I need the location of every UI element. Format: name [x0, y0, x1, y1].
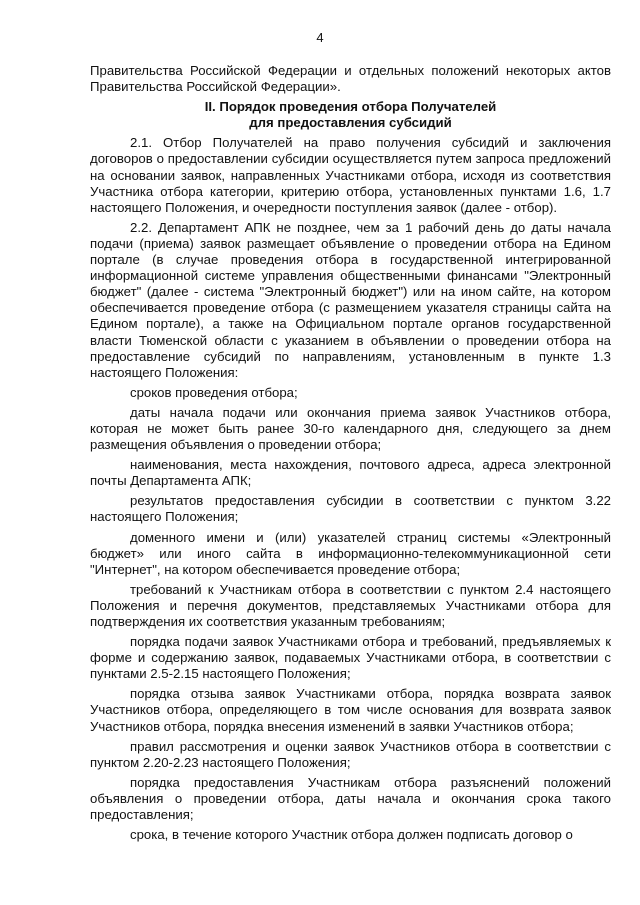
section-title-line-1: II. Порядок проведения отбора Получателей	[204, 99, 497, 115]
list-item: порядка предоставления Участникам отбора разъяснений положений объявления о проведении отбора, даты начала и окончания срока такого предоставления;	[90, 774, 611, 823]
list-item: порядка отзыва заявок Участниками отбора, порядка возврата заявок Участников отбора, определяющего в том числе основания для возврата заявок Участников отбора, порядка внесения изменений в заявки Участников отбора;	[90, 686, 611, 734]
list-item: требований к Участникам отбора в соответствии с пунктом 2.4 настоящего Положения и перечня документов, представляемых Участниками отбора для подтверждения их соответствия указанным требованиям;	[90, 581, 611, 629]
intro-continuation: Правительства Российской Федерации и отдельных положений некоторых актов Правительства Российской Федерации».	[90, 63, 611, 95]
document-body	[90, 63, 611, 847]
section-title	[90, 99, 611, 131]
list-item: даты начала подачи или окончания приема заявок Участников отбора, которая не может быть ранее 30-го календарного дня, следующего за днем размещения объявления о проведении отбора;	[90, 404, 611, 453]
list-item: наименования, места нахождения, почтового адреса, адреса электронной почты Департамента АПК;	[90, 457, 611, 489]
paragraph-2-2: 2.2. Департамент АПК не позднее, чем за 1 рабочий день до даты начала подачи (приема) заявок размещает объявление о проведении отбора на Едином портале (в случае проведения отбора в государственной интегрированной информационной системе управления общественными финансами "Электронный бюджет" (далее - система "Электронный бюджет") или на ином сайте, на котором обеспечивается проведение отбора (с размещением указателя страницы сайта на Едином портале), а также на Официальном портале органов государственной власти Тюменской области с указанием в объявлении о проведении отбора на предоставление субсидий по направлениям, установленным в пункте 1.3 настоящего Положения:	[90, 219, 611, 380]
list-item: доменного имени и (или) указателей страниц системы «Электронный бюджет» или иного сайта в информационно-телекоммуникационной сети "Интернет", на котором обеспечивается проведение отбора;	[90, 529, 611, 577]
list-item: сроков проведения отбора;	[130, 384, 298, 400]
paragraph-2-1: 2.1. Отбор Получателей на право получения субсидий и заключения договоров о предоставлении субсидии осуществляется путем запроса предложений на основании заявок, направленных Участниками отбора, исходя из соответствия Участника отбора категории, критерию отбора, установленных пунктами 1.6, 1.7 настоящего Положения, и очередности поступления заявок (далее - отбор).	[90, 135, 611, 215]
list-item: срока, в течение которого Участник отбора должен подписать договор о	[130, 827, 573, 843]
page-number: 4	[316, 30, 324, 45]
list-item: правил рассмотрения и оценки заявок Участников отбора в соответствии с пунктом 2.20-2.23 настоящего Положения;	[90, 738, 611, 770]
section-title-line-2: для предоставления субсидий	[249, 115, 452, 131]
list-item: порядка подачи заявок Участниками отбора и требований, предъявляемых к форме и содержанию заявок, подаваемых Участниками отбора, в соответствии с пунктами 2.5-2.15 настоящего Положения;	[90, 634, 611, 682]
list-item: результатов предоставления субсидии в соответствии с пунктом 3.22 настоящего Положения;	[90, 493, 611, 525]
